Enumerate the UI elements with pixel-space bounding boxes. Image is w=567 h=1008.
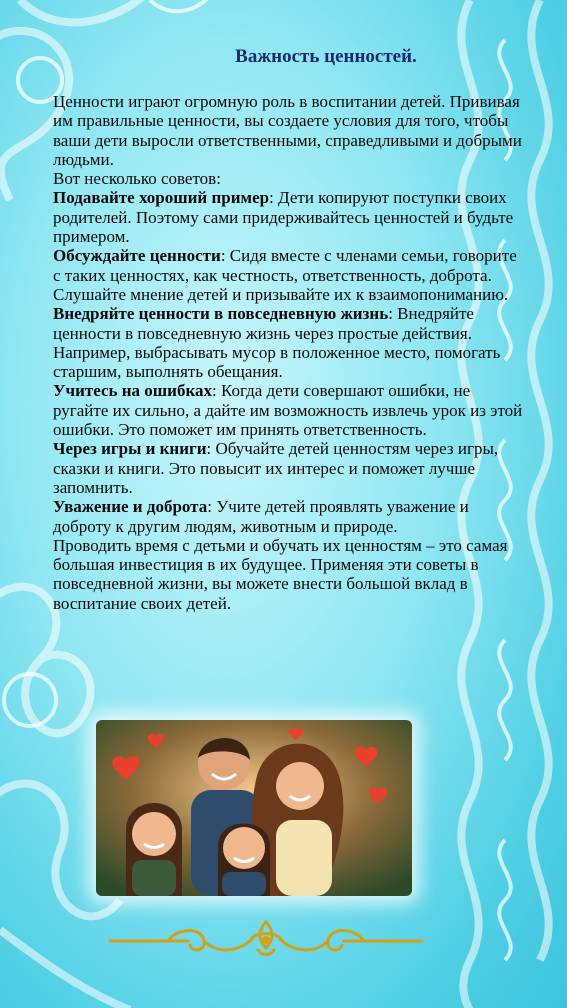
tip-text: : Сидя вместе с членами семьи, говорите с таких ценностях, как честность, ответственность, доброта. Слушайте мнение детей и призывайте их к взаимопониманию. [53, 246, 517, 304]
tip-paragraph [53, 381, 523, 439]
tip-text: : Дети копируют поступки своих родителей. Поэтому сами придерживайтесь ценностей и будьте примером. [53, 188, 514, 247]
tip-heading: Обсуждайте ценности [53, 246, 221, 266]
tip-text: : Внедряйте ценности в повседневную жизнь через простые действия. Например, выбрасывать мусор в положенное место, помогать старшим, выполнять обещания. [53, 304, 501, 382]
intro-paragraph: Ценности играют огромную роль в воспитании детей. Прививая им правильные ценности, вы создаете условия для того, чтобы ваши дети выросли ответственными, справедливыми и добрыми людьми. [53, 92, 522, 169]
tip-heading: Подавайте хороший пример [53, 188, 270, 208]
tip-heading: Внедряйте ценности в повседневную жизнь [53, 304, 389, 324]
tip-heading: Через игры и книги [53, 439, 207, 459]
conclusion-paragraph: Проводить время с детьми и обучать их ценностям – это самая большая инвестиция в их будущее. Применяя эти советы в повседневной жизни, вы можете внести большой вклад в воспитание своих детей. [53, 535, 508, 613]
tip-heading: Учитесь на ошибках [53, 381, 212, 401]
article-body [53, 92, 523, 613]
page-title: Важность ценностей. [235, 46, 417, 67]
tip-paragraph [53, 304, 523, 381]
tip-text: : Обучайте детей ценностям через игры, сказки и книги. Это повысит их интерес и поможет лучше запомнить. [53, 439, 499, 497]
tip-paragraph [53, 497, 523, 536]
tip-text: : Учите детей проявлять уважение и доброту к другим людям, животным и природе. [53, 497, 469, 536]
family-illustration [96, 720, 412, 896]
tip-text: : Когда дети совершают ошибки, не ругайте их сильно, а дайте им возможность извлечь урок из этой ошибки. Это поможет им принять ответственность. [53, 381, 523, 440]
tip-heading: Уважение и доброта [53, 497, 208, 517]
tip-paragraph [53, 246, 523, 304]
tip-paragraph [53, 188, 523, 246]
tips-lead: Вот несколько советов: [53, 169, 221, 189]
tip-paragraph [53, 439, 523, 497]
gold-ornament-divider [108, 916, 424, 966]
